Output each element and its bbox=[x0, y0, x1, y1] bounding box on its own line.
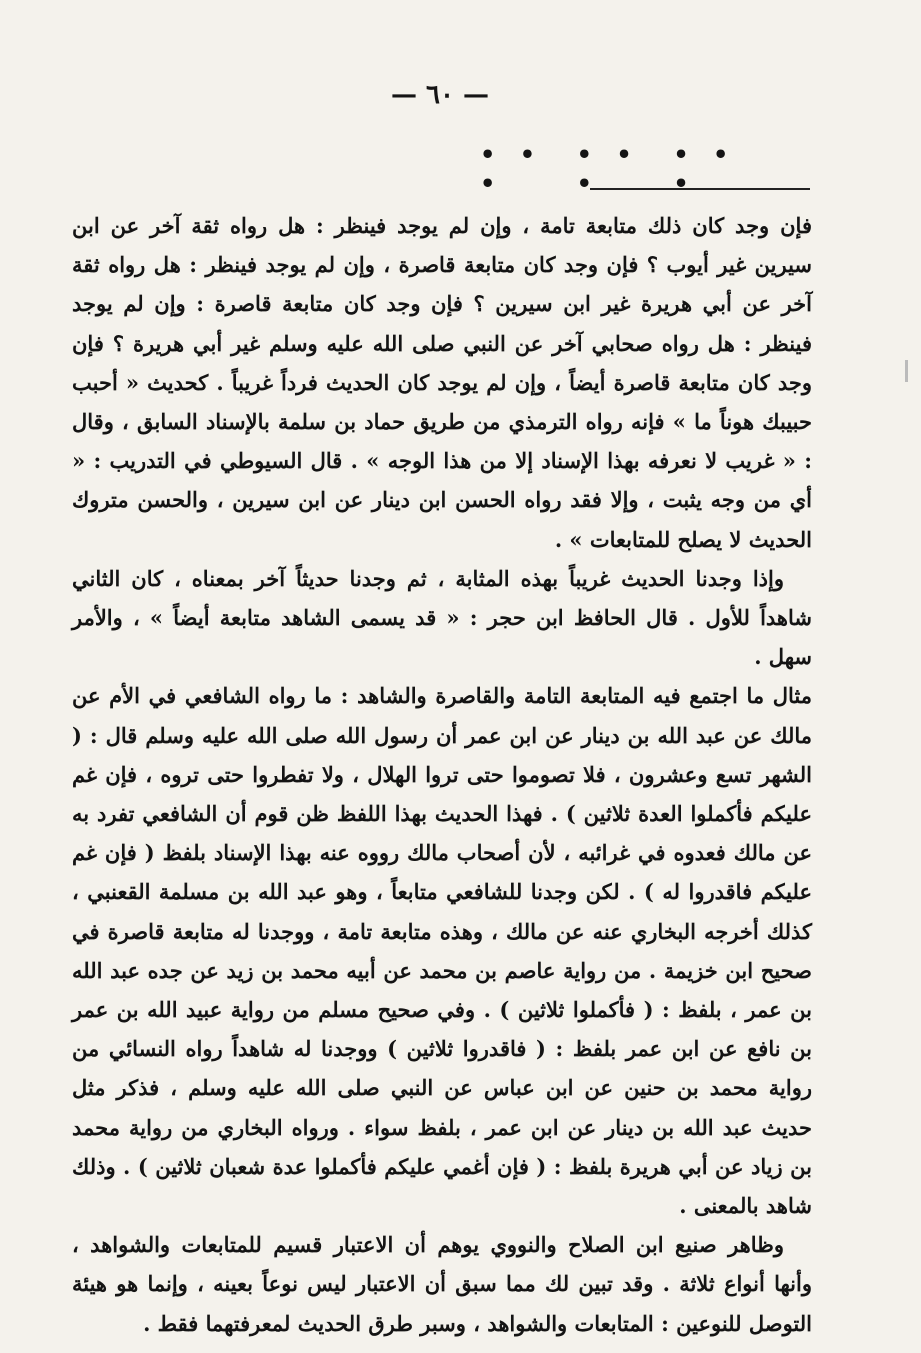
ellipsis-group: • • • bbox=[576, 140, 640, 198]
paragraph: وظاهر صنيع ابن الصلاح والنووي يوهم أن الاعتبار قسيم للمتابعات والشواهد ، وأنها أنواع ثلاثة . وقد تبين لك مما سبق أن الاعتبار ليس نوعاً بعينه ، وإنما هو هيئة التوصل للنوعين : المتابعات والشواهد ، وسبر طرق الحديث لمعرفتهما فقط . bbox=[72, 1232, 812, 1336]
top-divider bbox=[590, 188, 810, 190]
body-text bbox=[72, 206, 812, 1343]
ellipsis-group: • • • bbox=[673, 140, 737, 198]
paragraph: وإذا وجدنا الحديث غريباً بهذه المثابة ، ثم وجدنا حديثاً آخر بمعناه ، كان الثاني شاهداً للأول . قال الحافظ ابن حجر : « قد يسمى الشاهد متابعة أيضاً » ، والأمر سهل . bbox=[72, 565, 812, 670]
ellipsis-group: • • • bbox=[480, 140, 544, 198]
paragraph: فإن وجد كان ذلك متابعة تامة ، وإن لم يوجد فينظر : هل رواه ثقة آخر عن ابن سيرين غير أيوب ؟ فإن وجد كان متابعة قاصرة ، وإن لم يوجد فينظر : هل رواه ثقة آخر عن أبي هريرة غير ابن سيرين ؟ فإن وجد كان متابعة قاصرة : وإن لم يوجد فينظر : هل رواه صحابي آخر عن النبي صلى الله عليه وسلم غير أبي هريرة ؟ فإن وجد كان متابعة قاصرة أيضاً ، وإن لم يوجد كان الحديث فرداً غريباً . كحديث « أحبب حبيبك هوناً ما » فإنه رواه الترمذي من طريق حماد بن سلمة بالإسناد السابق ، وقال : « غريب لا نعرفه بهذا الإسناد إلا من هذا الوجه » . قال السيوطي في التدريب : « أي من وجه يثبت ، وإلا فقد رواه الحسن ابن دينار عن ابن سيرين ، والحسن متروك الحديث لا يصلح للمتابعات » . bbox=[72, 213, 812, 552]
page-number: — ٦٠ — bbox=[390, 80, 490, 110]
paragraph: مثال ما اجتمع فيه المتابعة التامة والقاصرة والشاهد : ما رواه الشافعي في الأم عن مالك عن عبد الله بن دينار عن ابن عمر أن رسول الله صلى الله عليه وسلم قال : ( الشهر تسع وعشرون ، فلا تصوموا حتى تروا الهلال ، ولا تفطروا حتى تروه ، فإن غم عليكم فأكملوا العدة ثلاثين ) . فهذا الحديث بهذا اللفظ ظن قوم أن الشافعي تفرد به عن مالك فعدوه في غرائبه ، لأن أصحاب مالك رووه عنه بهذا الإسناد بلفظ ( فإن غم عليكم فاقدروا له ) . لكن وجدنا للشافعي متابعاً ، وهو عبد الله بن مسلمة القعنبي ، كذلك أخرجه البخاري عنه عن مالك ، وهذه متابعة تامة ، ووجدنا له متابعة قاصرة في صحيح ابن خزيمة . من رواية عاصم بن محمد عن أبيه محمد بن زيد عن جده عبد الله بن عمر ، بلفظ : ( فأكملوا ثلاثين ) . وفي صحيح مسلم من رواية عبيد الله بن عمر بن نافع عن ابن عمر بلفظ : ( فاقدروا ثلاثين ) ووجدنا له شاهداً رواه النسائي من رواية محمد بن حنين عن ابن عباس عن النبي صلى الله عليه وسلم ، فذكر مثل حديث عبد الله بن دينار عن ابن عمر ، بلفظ سواء . ورواه البخاري من رواية محمد بن زياد عن أبي هريرة بلفظ : ( فإن أغمي عليكم فأكملوا عدة شعبان ثلاثين ) . وذلك شاهد بالمعنى . bbox=[72, 683, 812, 1219]
margin-mark bbox=[905, 360, 908, 382]
